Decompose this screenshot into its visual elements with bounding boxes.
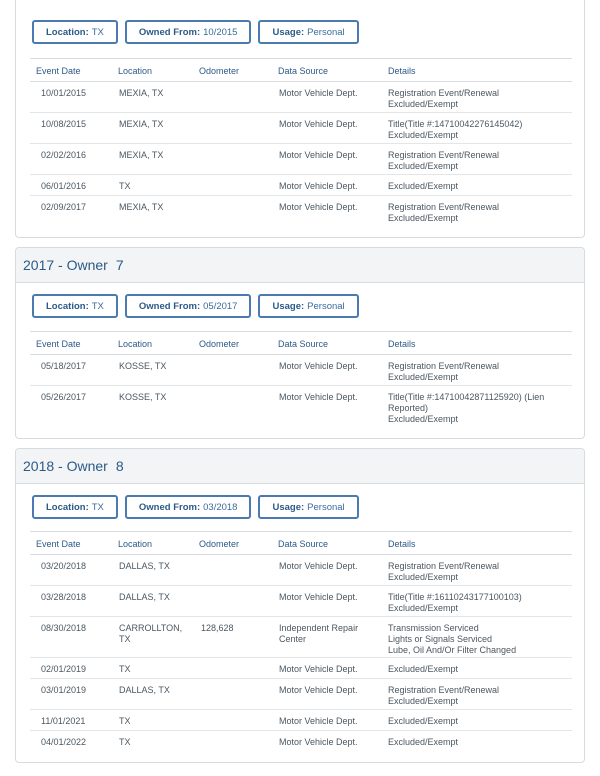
owner-card-6 (15, 0, 585, 238)
history-table (30, 531, 572, 752)
col-details: Details (388, 539, 416, 549)
history-table (30, 58, 572, 227)
table-row: 02/09/2017 MEXIA, TX Motor Vehicle Dept. Registration Event/Renewal Excluded/Exempt (41, 202, 500, 223)
history-table (30, 331, 572, 430)
col-details: Details (388, 66, 416, 76)
table-row: 03/01/2019 DALLAS, TX Motor Vehicle Dept. Registration Event/Renewal Excluded/Exempt (30, 679, 572, 710)
location-chip[interactable]: Location: TX (32, 294, 118, 318)
col-odometer: Odometer (199, 66, 240, 76)
table-row: 05/26/2017 KOSSE, TX Motor Vehicle Dept. Title(Title #:14710042871125920) (Lien Reported) Excluded/Exempt (41, 392, 545, 424)
owner-header (16, 248, 584, 283)
owner-card-7 (15, 247, 585, 439)
owner-label: - Owner (58, 257, 108, 273)
owned-from-chip[interactable]: Owned From: 05/2017 (125, 294, 252, 318)
usage-chip[interactable]: Usage: Personal (258, 495, 358, 519)
col-event-date: Event Date (36, 339, 81, 349)
table-row: 06/01/2016 TX Motor Vehicle Dept. Excluded/Exempt (30, 175, 572, 196)
owner-year: 2018 (23, 458, 55, 474)
table-row: 08/30/2018 CARROLLTON, TX 128,628 Independent Repair Center Transmission Serviced Lights or Signals Serviced Lube, Oil And/Or Filter Changed (30, 617, 572, 658)
table-header (30, 331, 572, 355)
col-location: Location (118, 66, 153, 76)
col-odometer: Odometer (199, 539, 240, 549)
owner-header (16, 449, 584, 484)
table-header (30, 531, 572, 555)
table-row: 10/01/2015 MEXIA, TX Motor Vehicle Dept. Registration Event/Renewal Excluded/Exempt (30, 82, 572, 113)
table-row: 05/18/2017 KOSSE, TX Motor Vehicle Dept. Registration Event/Renewal Excluded/Exempt (30, 355, 572, 386)
owned-from-chip[interactable]: Owned From: 10/2015 (125, 20, 252, 44)
table-row: 04/01/2022 TX Motor Vehicle Dept. Excluded/Exempt (41, 737, 459, 747)
table-row: 03/28/2018 DALLAS, TX Motor Vehicle Dept. Title(Title #:16110243177100103) Excluded/Exempt (30, 586, 572, 617)
col-location: Location (118, 339, 153, 349)
table-row: 10/08/2015 MEXIA, TX Motor Vehicle Dept. Title(Title #:14710042276145042) Excluded/Exempt (30, 113, 572, 144)
owner-number: 8 (115, 458, 124, 474)
col-odometer: Odometer (199, 339, 240, 349)
location-chip[interactable]: Location: TX (32, 495, 118, 519)
owner-chips (32, 495, 359, 519)
location-chip[interactable]: Location: TX (32, 20, 118, 44)
owner-chips (32, 294, 359, 318)
owner-year: 2017 (23, 257, 55, 273)
usage-chip[interactable]: Usage: Personal (258, 20, 358, 44)
col-data-source: Data Source (278, 66, 329, 76)
col-event-date: Event Date (36, 66, 81, 76)
owner-chips (32, 20, 359, 44)
table-row: 02/02/2016 MEXIA, TX Motor Vehicle Dept. Registration Event/Renewal Excluded/Exempt (30, 144, 572, 175)
col-event-date: Event Date (36, 539, 81, 549)
table-row: 11/01/2021 TX Motor Vehicle Dept. Excluded/Exempt (30, 710, 572, 731)
owner-number: 7 (115, 257, 124, 273)
owned-from-chip[interactable]: Owned From: 03/2018 (125, 495, 252, 519)
usage-chip[interactable]: Usage: Personal (258, 294, 358, 318)
table-row: 03/20/2018 DALLAS, TX Motor Vehicle Dept. Registration Event/Renewal Excluded/Exempt (30, 555, 572, 586)
table-row: 02/01/2019 TX Motor Vehicle Dept. Excluded/Exempt (30, 658, 572, 679)
col-data-source: Data Source (278, 539, 329, 549)
owner-label: - Owner (58, 458, 108, 474)
col-data-source: Data Source (278, 339, 329, 349)
col-location: Location (118, 539, 153, 549)
col-details: Details (388, 339, 416, 349)
owner-card-8 (15, 448, 585, 763)
table-header (30, 58, 572, 82)
